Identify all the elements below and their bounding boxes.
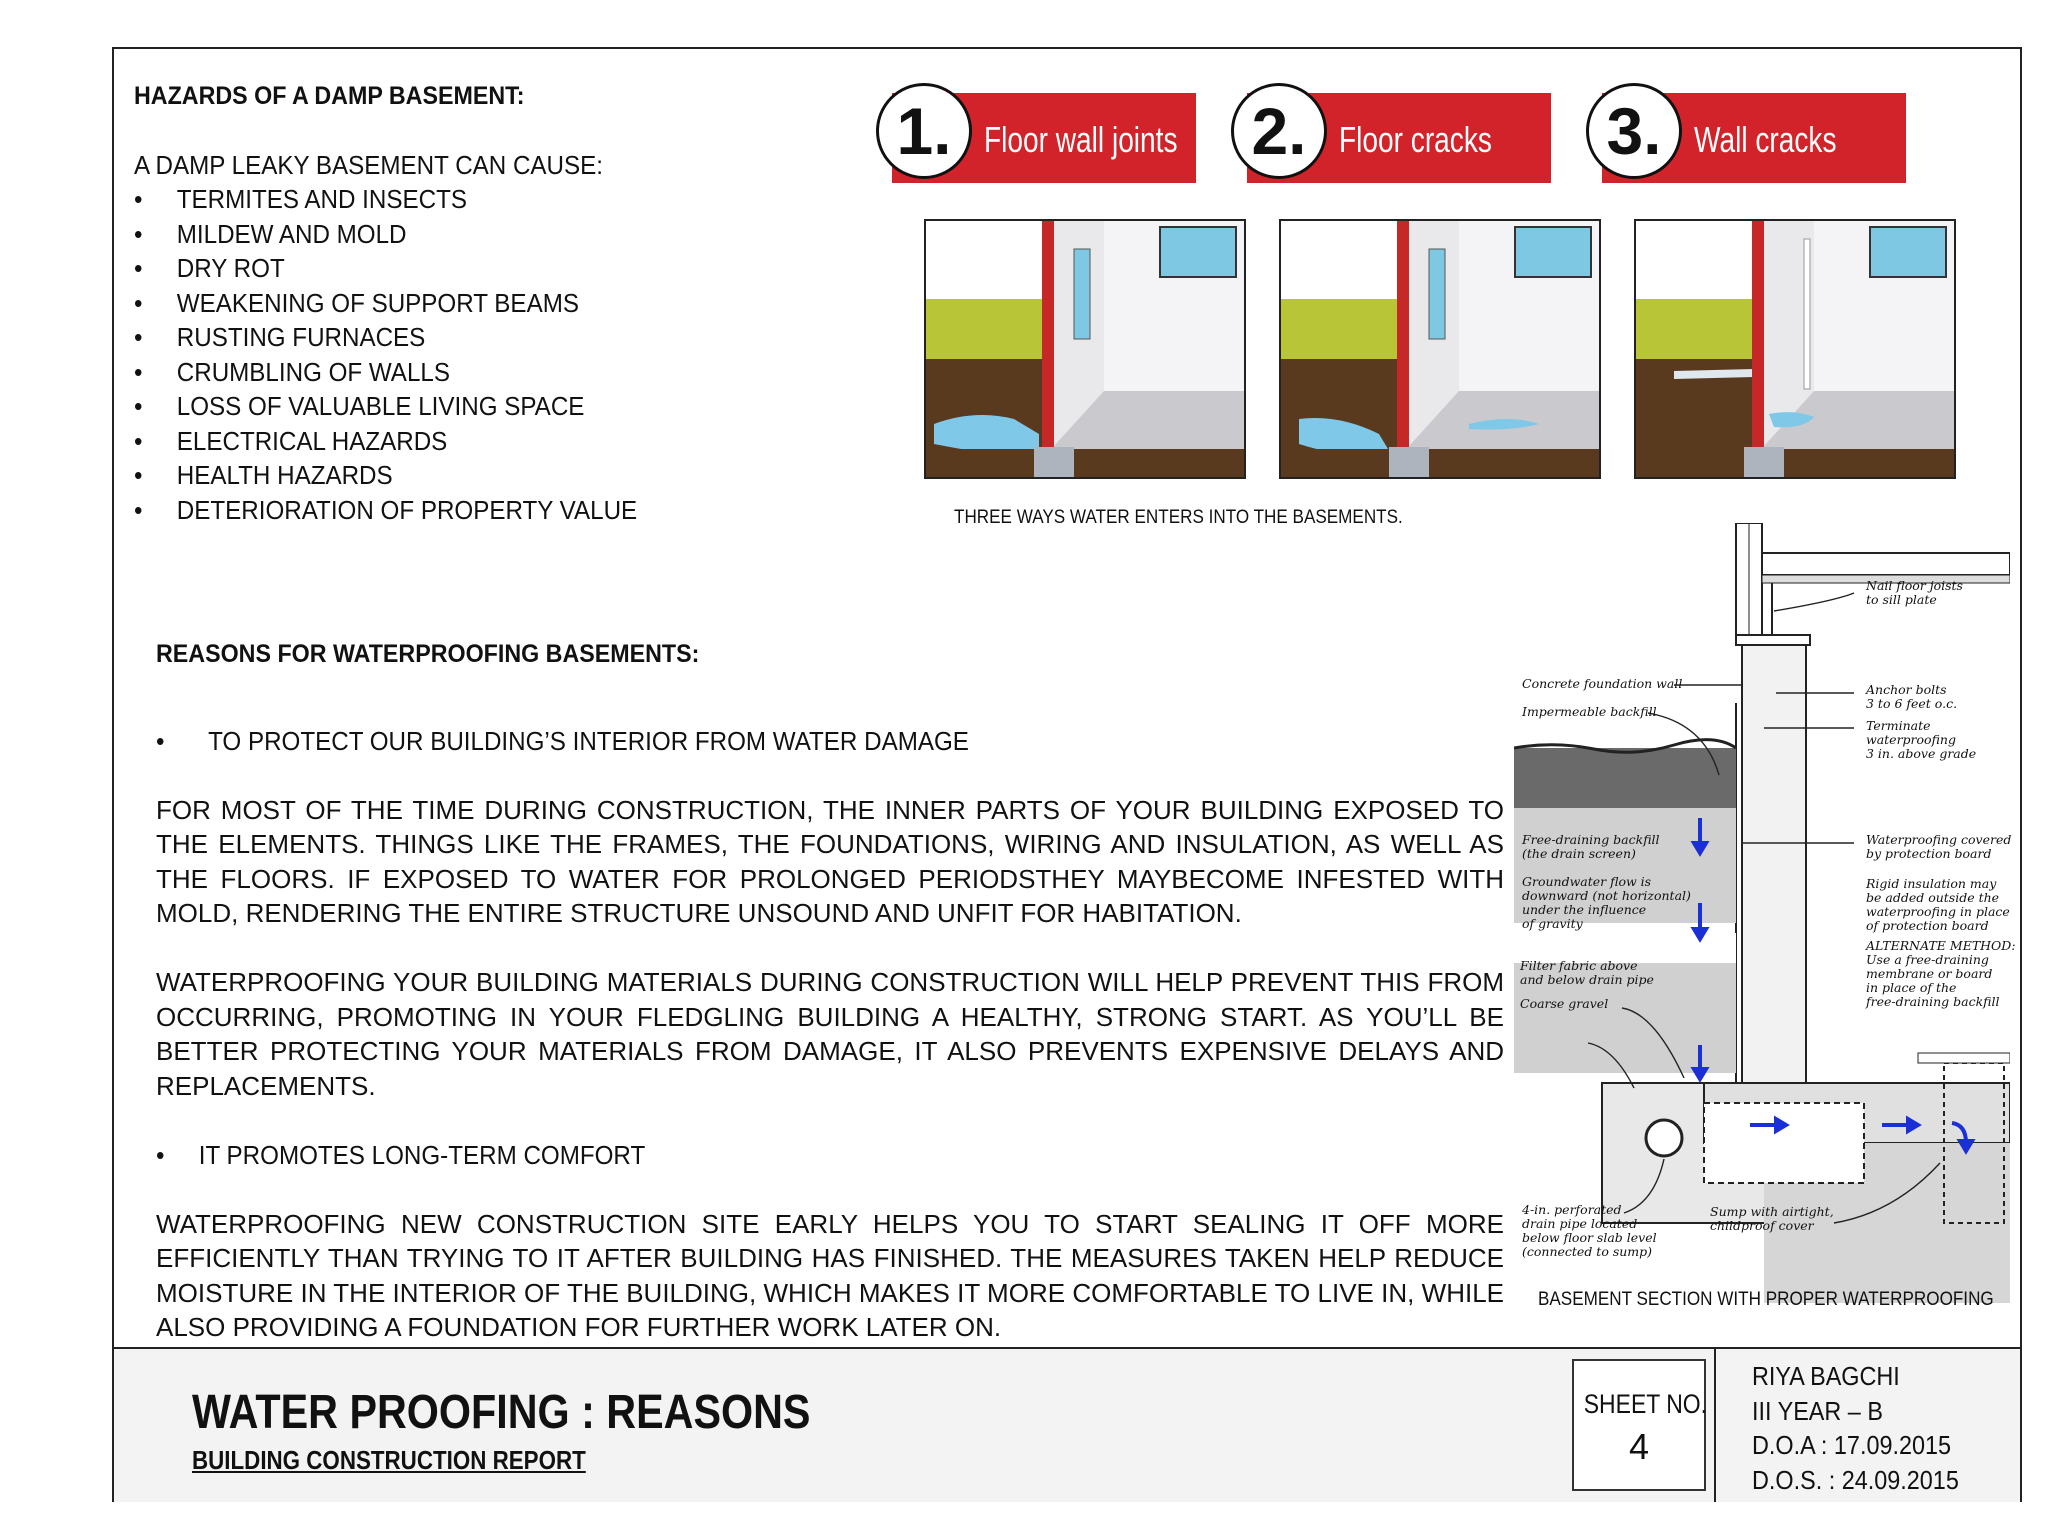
divider: [1714, 1349, 1716, 1502]
list-item: • DETERIORATION OF PROPERTY VALUE: [134, 493, 841, 528]
label-groundwater-flow: Groundwater flow is downward (not horizontal) under the influence of gravity: [1522, 874, 1691, 931]
list-item: • WEAKENING OF SUPPORT BEAMS: [134, 286, 841, 321]
sheet-number: 4: [1628, 1426, 1650, 1467]
sheet-label: SHEET NO.: [1583, 1389, 1708, 1419]
panels-caption: THREE WAYS WATER ENTERS INTO THE BASEMENTS.: [954, 507, 1403, 528]
label-sump: Sump with airtight, childproof cover: [1710, 1204, 1834, 1233]
label-impermeable-backfill: Impermeable backfill: [1522, 704, 1657, 719]
floor-wall-joints-illustration: [924, 219, 1246, 479]
label-filter-fabric: Filter fabric above and below drain pipe: [1520, 958, 1654, 987]
list-item: • ELECTRICAL HAZARDS: [134, 424, 841, 459]
label-nail-joists: Nail floor joists to sill plate: [1866, 578, 1963, 607]
list-item: • HEALTH HAZARDS: [134, 458, 841, 493]
section-caption: BASEMENT SECTION WITH PROPER WATERPROOFING: [1538, 1289, 1994, 1310]
list-item: • TERMITES AND INSECTS: [134, 182, 841, 217]
label-anchor-bolts: Anchor bolts 3 to 6 feet o.c.: [1866, 682, 1958, 711]
panel-number: 2.: [1231, 83, 1327, 179]
title-block: [114, 1347, 2020, 1502]
list-item: • RUSTING FURNACES: [134, 320, 841, 355]
basement-section-diagram: [1514, 523, 2016, 1303]
label-coarse-gravel: Coarse gravel: [1520, 996, 1609, 1011]
panel-label: Wall cracks: [1694, 119, 1837, 160]
author-details: [1752, 1359, 1982, 1497]
report-sheet: [112, 47, 2022, 1502]
panel-number: 3.: [1586, 83, 1682, 179]
panel-floor-wall-joints: [876, 83, 1232, 478]
reason-bullet: • TO PROTECT OUR BUILDING’S INTERIOR FROM WATER DAMAGE: [156, 724, 1410, 759]
hazards-title: HAZARDS OF A DAMP BASEMENT:: [134, 82, 525, 110]
date-of-submission: D.O.S. : 24.09.2015: [1752, 1464, 1959, 1495]
list-item: • LOSS OF VALUABLE LIVING SPACE: [134, 389, 841, 424]
author-name: RIYA BAGCHI: [1752, 1361, 1900, 1391]
reason-paragraph: WATERPROOFING YOUR BUILDING MATERIALS DURING CONSTRUCTION WILL HELP PREVENT THIS FROM OCCURRING, PROMOTING IN YOUR FLEDGLING BUILDING A HEALTHY, STRONG START. AS YOU’LL BE BETTER PROTECTING YOUR MATERIALS FROM DAMAGE, IT ALSO PREVENTS EXPENSIVE DELAYS AND REPLACEMENTS.: [156, 967, 1504, 1101]
list-item: • MILDEW AND MOLD: [134, 217, 841, 252]
label-concrete-wall: Concrete foundation wall: [1522, 676, 1683, 691]
hazards-section: [134, 79, 894, 527]
hazards-intro: A DAMP LEAKY BASEMENT CAN CAUSE:: [134, 149, 603, 180]
hazards-list: [134, 182, 894, 527]
author-year: III YEAR – B: [1752, 1395, 1883, 1426]
floor-cracks-illustration: [1279, 219, 1601, 479]
reason-paragraph: WATERPROOFING NEW CONSTRUCTION SITE EARLY HELPS YOU TO START SEALING IT OFF MORE EFFICIENTLY THAN TRYING TO IT AFTER BUILDING HAS FINISHED. THE MEASURES TAKEN HELP REDUCE MOISTURE IN THE INTERIOR OF THE BUILDING, WHICH MAKES IT MORE COMFORTABLE TO LIVE IN, WHILE ALSO PROVIDING A FOUNDATION FOR FURTHER WORK LATER ON.: [156, 1208, 1504, 1342]
label-drain-pipe: 4-in. perforated drain pipe located below floor slab level (connected to sump): [1522, 1202, 1657, 1259]
panel-label: Floor cracks: [1339, 119, 1492, 160]
label-rigid-insulation: Rigid insulation may be added outside the waterproofing in place of protection board: [1866, 876, 2010, 933]
panel-number: 1.: [876, 83, 972, 179]
reason-bullet: • IT PROMOTES LONG-TERM COMFORT: [156, 1138, 1410, 1173]
label-alternate-method: ALTERNATE METHOD: Use a free-draining membrane or board in place of the free-draining backfill: [1866, 938, 2016, 1009]
wall-cracks-illustration: [1634, 219, 1956, 479]
panel-label: Floor wall joints: [984, 119, 1178, 160]
reasons-section: [156, 637, 1504, 1379]
label-terminate-waterproofing: Terminate waterproofing 3 in. above grade: [1866, 718, 1977, 761]
page-title: WATER PROOFING : REASONS: [192, 1386, 811, 1439]
list-item: • DRY ROT: [134, 251, 841, 286]
water-entry-illustrations: [876, 83, 1986, 483]
reasons-title: REASONS FOR WATERPROOFING BASEMENTS:: [156, 640, 700, 668]
reason-paragraph: FOR MOST OF THE TIME DURING CONSTRUCTION, THE INNER PARTS OF YOUR BUILDING EXPOSED TO THE ELEMENTS. THINGS LIKE THE FRAMES, THE FOUNDATIONS, WIRING AND INSULATION, AS WELL AS THE FLOORS. IF EXPOSED TO WATER FOR PROLONGED PERIODSTHEY MAYBECOME INFESTED WITH MOLD, RENDERING THE ENTIRE STRUCTURE UNSOUND AND UNFIT FOR HABITATION.: [156, 794, 1504, 928]
list-item: • CRUMBLING OF WALLS: [134, 355, 841, 390]
page-subtitle: BUILDING CONSTRUCTION REPORT: [192, 1445, 586, 1475]
label-protection-board: Waterproofing covered by protection board: [1866, 832, 2012, 861]
date-of-assignment: D.O.A : 17.09.2015: [1752, 1430, 1952, 1460]
panel-floor-cracks: [1231, 83, 1587, 478]
panel-wall-cracks: [1586, 83, 1942, 478]
label-free-draining-backfill: Free-draining backfill (the drain screen): [1522, 832, 1660, 861]
sheet-number-box: [1572, 1359, 1706, 1491]
